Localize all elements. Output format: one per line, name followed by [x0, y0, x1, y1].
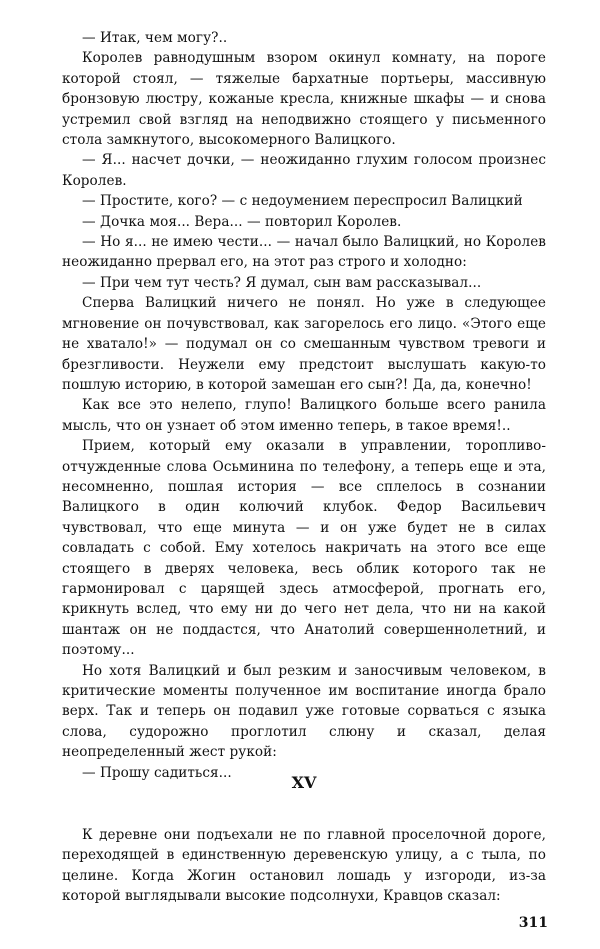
paragraph: — Итак, чем могу?.. [82, 30, 228, 46]
paragraph: — Прошу садиться... [82, 764, 232, 781]
paragraph: — При чем тут честь? Я думал, сын вам рассказывал... [82, 274, 482, 291]
book-page [62, 28, 546, 905]
paragraph: Как все это нелепо, глупо! Валицкого больше всего ранила мысль, что он узнает об этом именно теперь, в такое время!.. [62, 397, 546, 434]
paragraph: — Дочка моя... Вера... — повторил Королев. [82, 213, 402, 230]
paragraph: — Простите, кого? — с недоумением переспросил Валицкий [82, 193, 523, 210]
paragraph: — Но я... не имею чести... — начал было Валицкий, но Королев неожиданно прервал его, на этот раз строго и холодно: [62, 234, 546, 271]
text-block-bottom [62, 825, 546, 907]
paragraph: Королев равнодушным взором окинул комнату, на пороге которой стоял, — тяжелые бархатные портьеры, массивную бронзовую люстру, кожаные кресла, книжные шкафы — и снова устремил свой взгляд на неподвижно стоящего у письменного стола замкнутого, высокомерного Валицкого. [62, 50, 546, 149]
paragraph: Но хотя Валицкий и был резким и заносчивым человеком, в критические моменты полученное им воспитание иногда брало верх. Так и теперь он подавил уже готовые сорваться с языка слова, судорожно проглотил слюну и сказал, делая неопределенный жест рукой: [62, 662, 546, 761]
chapter-heading: XV [291, 773, 317, 792]
page-number: 311 [518, 915, 548, 931]
paragraph: Сперва Валицкий ничего не понял. Но уже в следующее мгновение он почувствовал, как загорелось его лицо. «Этого еще не хватало!» — подумал он со смешанным чувством тревоги и брезгливости. Неужели ему предстоит выслушать какую-то пошлую историю, в которой замешан его сын?! Да, да, конечно! [62, 295, 546, 393]
text-block-top [62, 28, 546, 783]
paragraph: — Я... насчет дочки, — неожиданно глухим голосом произнес Королев. [62, 152, 546, 189]
paragraph: Прием, который ему оказали в управлении, торопливо-отчужденные слова Осьминина по телефону, а теперь еще и эта, несомненно, пошлая история — все сплелось в сознании Валицкого в один колючий клубок. Федор Васильевич чувствовал, что еще минута — и он уже будет не в силах совладать с собой. Ему хотелось накричать на этого все еще стоящего в дверях человека, весь облик которого так не гармонировал с царящей здесь атмосферой, прогнать его, крикнуть вслед, что ему ни до чего нет дела, что ни на какой шантаж он не поддастся, что Анатолий совершеннолетний, и поэтому... [62, 438, 546, 659]
paragraph: К деревне они подъехали не по главной проселочной дороге, переходящей в единственную деревенскую улицу, а с тыла, по целине. Когда Жогин остановил лошадь у изгороди, из-за которой выглядывали высокие подсолнухи, Кравцов сказал: [62, 827, 546, 905]
